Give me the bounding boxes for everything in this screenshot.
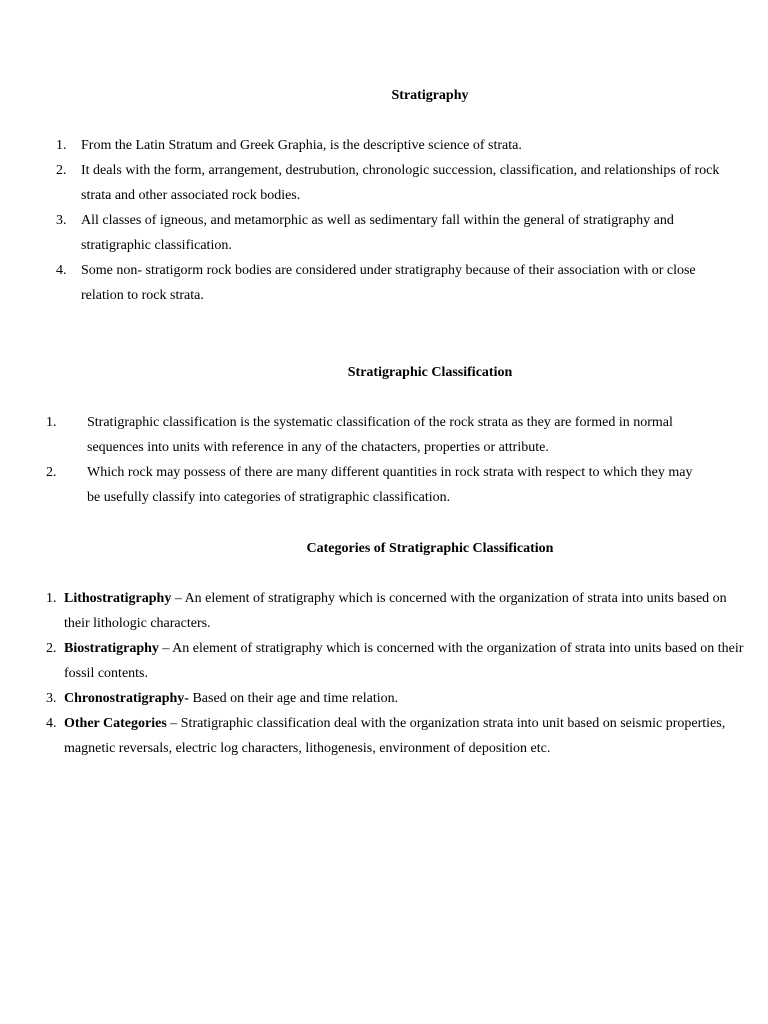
list-text: From the Latin Stratum and Greek Graphia, is the descriptive science of strata.	[81, 138, 522, 153]
category-description: – Stratigraphic classification deal with the organization strata into unit based on seismic properties, magnetic reversals, electric log characters, lithogenesis, environment of deposition etc.	[64, 716, 726, 756]
list-text: It deals with the form, arrangement, destrubution, chronologic succession, classification, and relationships of rock strata and other associated rock bodies.	[81, 163, 720, 203]
list-text: All classes of igneous, and metamorphic as well as sedimentary fall within the general of stratigraphy and stratigraphic classification.	[81, 213, 674, 253]
list-text	[64, 636, 744, 686]
list-item	[56, 258, 731, 308]
list-item	[46, 410, 707, 460]
list-item	[56, 133, 731, 158]
category-term: Lithostratigraphy	[64, 591, 172, 606]
list-item	[46, 686, 744, 711]
list-number: 2.	[56, 163, 67, 178]
category-description: Based on their age and time relation.	[188, 691, 399, 706]
list-number: 4.	[46, 716, 57, 731]
list-number: 1.	[56, 138, 67, 153]
list-text: Which rock may possess of there are many different quantities in rock strata with respect to which they may be usefully classify into categories of stratigraphic classification.	[87, 465, 693, 505]
list-item	[46, 586, 744, 636]
list-text: Stratigraphic classification is the systematic classification of the rock strata as they are formed in normal sequences into units with reference in any of the chatacters, properties or attribute.	[87, 415, 673, 455]
list-item	[46, 711, 744, 761]
category-term: Biostratigraphy	[64, 641, 159, 656]
section-title-stratigraphic-classification: Stratigraphic Classification	[347, 365, 513, 380]
list-number: 3.	[56, 213, 67, 228]
list-number: 1.	[46, 591, 57, 606]
list-number: 2.	[46, 641, 57, 656]
list-item	[46, 460, 707, 510]
section-title-categories: Categories of Stratigraphic Classification	[306, 541, 554, 556]
list-item	[56, 158, 731, 208]
category-description: – An element of stratigraphy which is concerned with the organization of strata into units based on their lithologic characters.	[64, 591, 727, 631]
list-number: 4.	[56, 263, 67, 278]
category-term: Chronostratigraphy-	[64, 691, 189, 706]
list-item	[46, 636, 744, 686]
list-text	[64, 586, 744, 636]
list-text: Some non- stratigorm rock bodies are considered under stratigraphy because of their association with or close relation to rock strata.	[81, 263, 696, 303]
categories-list	[46, 586, 744, 761]
list-text	[64, 686, 744, 711]
classification-list	[46, 410, 707, 510]
list-number: 3.	[46, 691, 57, 706]
list-text	[64, 711, 744, 761]
list-number: 2.	[46, 465, 57, 480]
stratigraphy-list	[56, 133, 731, 308]
category-description: – An element of stratigraphy which is concerned with the organization of strata into units based on their fossil contents.	[64, 641, 744, 681]
list-number: 1.	[46, 415, 57, 430]
list-item	[56, 208, 731, 258]
section-title-stratigraphy: Stratigraphy	[391, 88, 469, 103]
category-term: Other Categories	[64, 716, 167, 731]
